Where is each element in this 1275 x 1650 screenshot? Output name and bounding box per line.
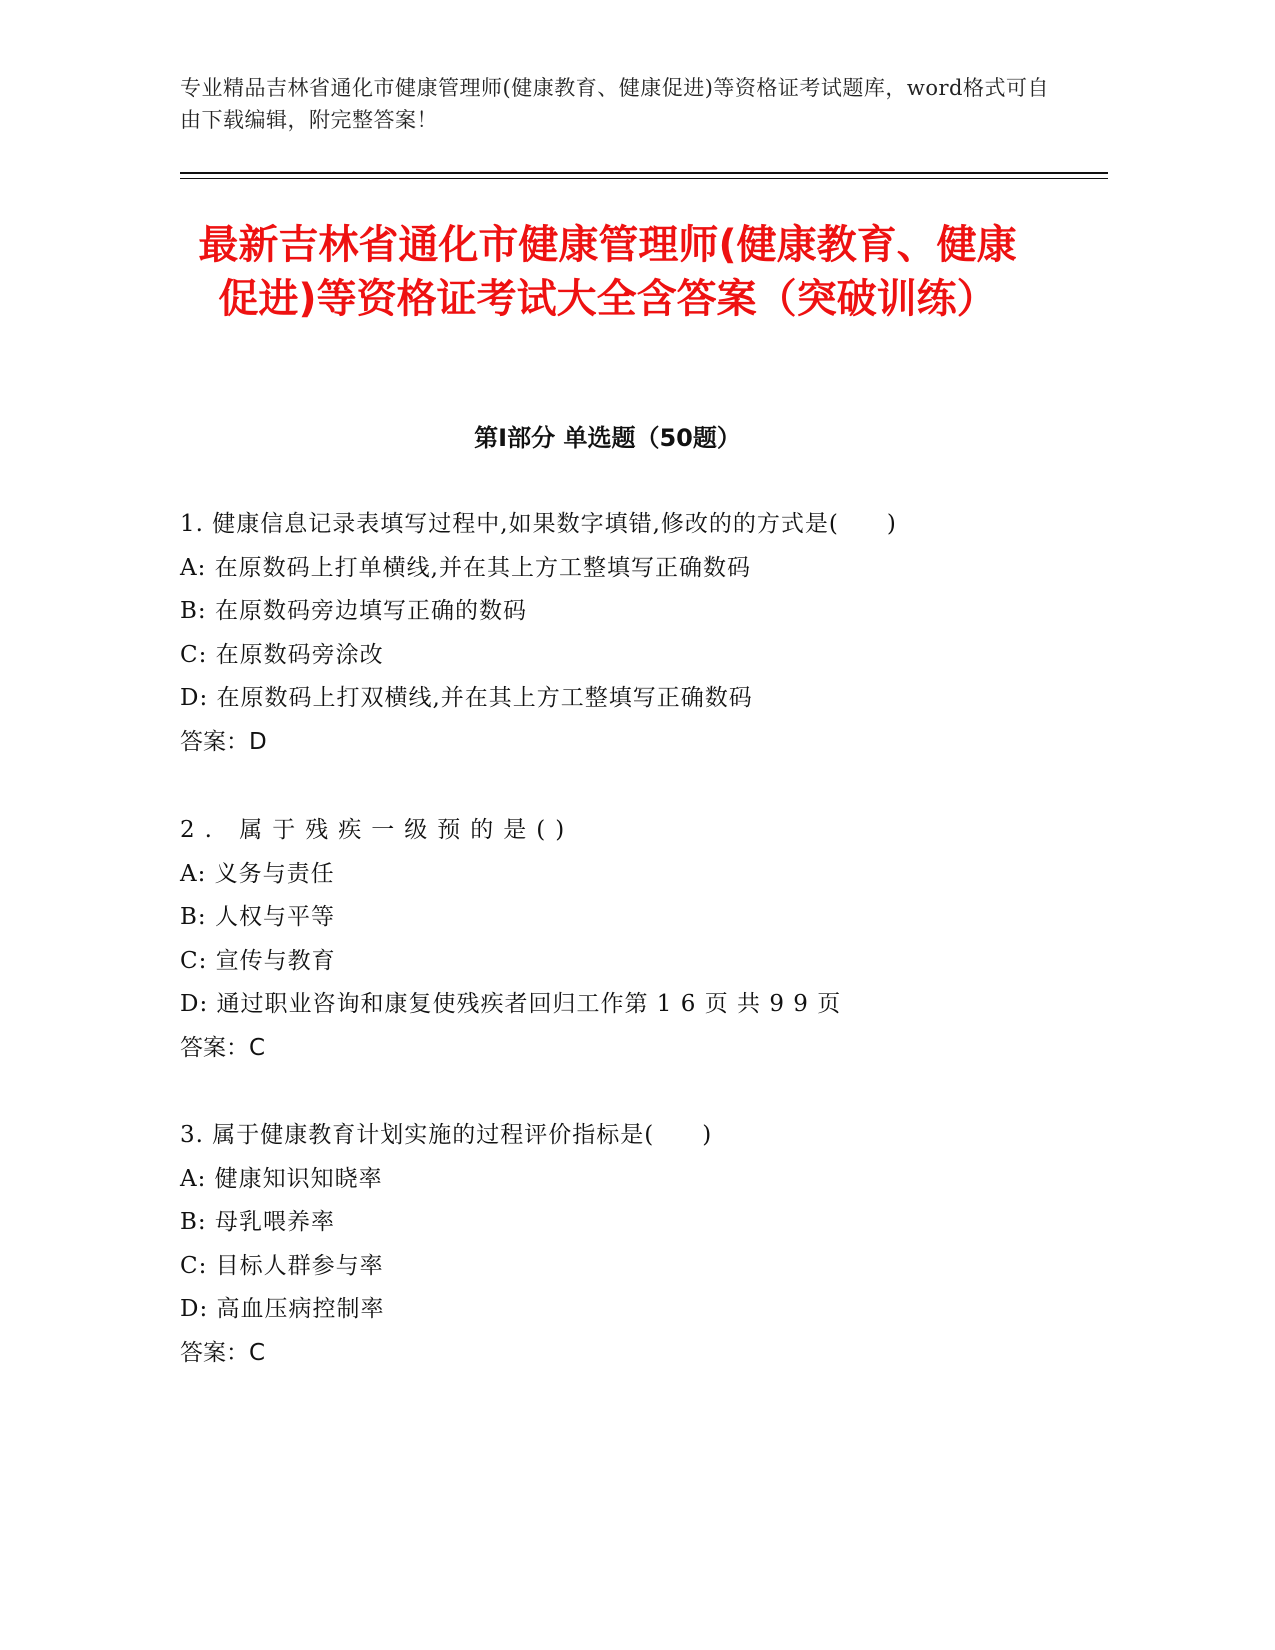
option-b: B: 母乳喂养率 bbox=[180, 1209, 335, 1235]
option-d: D: 通过职业咨询和康复使残疾者回归工作第 1 6 页 共 9 9 页 bbox=[180, 991, 842, 1017]
option-b: B: 在原数码旁边填写正确的数码 bbox=[180, 598, 527, 624]
question-1 bbox=[180, 503, 1080, 764]
question-stem: 1. 健康信息记录表填写过程中,如果数字填错,修改的的方式是( ) bbox=[180, 511, 897, 537]
header-divider-thick bbox=[180, 172, 1108, 174]
header-divider-thin bbox=[180, 178, 1108, 179]
header-note: 专业精品吉林省通化市健康管理师(健康教育、健康促进)等资格证考试题库，word格式可自由下载编辑，附完整答案！ bbox=[180, 76, 1049, 132]
question-stem: 3. 属于健康教育计划实施的过程评价指标是( ) bbox=[180, 1122, 713, 1148]
question-3 bbox=[180, 1114, 1080, 1375]
answer-line: 答案：C bbox=[180, 1034, 266, 1061]
option-c: C: 目标人群参与率 bbox=[180, 1252, 384, 1279]
question-2 bbox=[180, 809, 1080, 1070]
section-heading: 第Ⅰ部分 单选题（50题） bbox=[474, 424, 741, 452]
option-c: C: 在原数码旁涂改 bbox=[180, 641, 384, 668]
option-c: C: 宣传与教育 bbox=[180, 947, 336, 974]
document-title: 最新吉林省通化市健康管理师(健康教育、健康促进)等资格证考试大全含答案（突破训练） bbox=[198, 222, 1017, 322]
option-b: B: 人权与平等 bbox=[180, 904, 335, 930]
option-d: D: 高血压病控制率 bbox=[180, 1296, 385, 1322]
option-a: A: 健康知识知晓率 bbox=[180, 1165, 383, 1192]
option-d: D: 在原数码上打双横线,并在其上方工整填写正确数码 bbox=[180, 685, 753, 711]
option-a: A: 在原数码上打单横线,并在其上方工整填写正确数码 bbox=[180, 554, 751, 581]
answer-line: 答案：C bbox=[180, 1339, 266, 1366]
option-a: A: 义务与责任 bbox=[180, 860, 335, 887]
answer-line: 答案：D bbox=[180, 728, 267, 755]
question-stem: 2. 属于残疾一级预的是() bbox=[180, 817, 575, 843]
